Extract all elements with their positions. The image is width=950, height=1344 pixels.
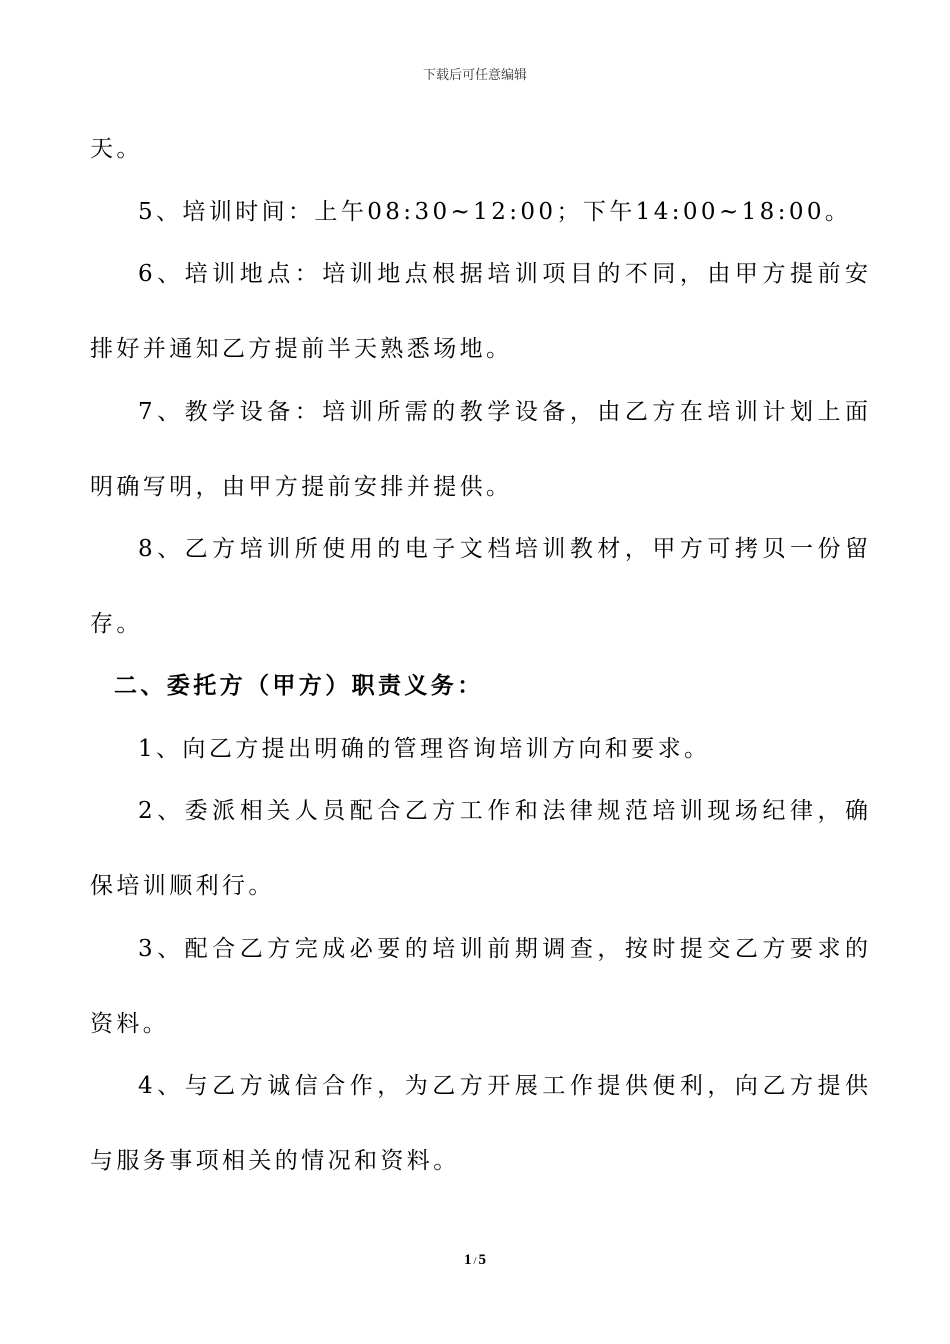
text-line: 排好并通知乙方提前半天熟悉场地。 — [90, 336, 513, 362]
text-line: 6、培训地点：培训地点根据培训项目的不同，由甲方提前安 — [138, 261, 868, 287]
text-line: 资料。 — [90, 1011, 170, 1037]
text-line: 5、培训时间：上午08:30~12:00；下午14:00~18:00。 — [138, 199, 852, 225]
text-line: 存。 — [90, 611, 143, 637]
text-line: 与服务事项相关的情况和资料。 — [90, 1148, 460, 1174]
text-line: 4、与乙方诚信合作，为乙方开展工作提供便利，向乙方提供 — [138, 1073, 868, 1099]
text-line: 2、委派相关人员配合乙方工作和法律规范培训现场纪律，确 — [138, 798, 868, 824]
text-line: 3、配合乙方完成必要的培训前期调查，按时提交乙方要求的 — [138, 936, 868, 962]
text-line: 8、乙方培训所使用的电子文档培训教材，甲方可拷贝一份留 — [138, 536, 868, 562]
text-line: 明确写明，由甲方提前安排并提供。 — [90, 474, 513, 500]
text-line: 天。 — [90, 136, 143, 162]
page-separator: / — [473, 1255, 477, 1267]
text-line: 1、向乙方提出明确的管理咨询培训方向和要求。 — [138, 736, 711, 762]
current-page: 1 — [463, 1252, 472, 1268]
text-line: 7、教学设备：培训所需的教学设备，由乙方在培训计划上面 — [138, 399, 868, 425]
section-heading: 二、委托方（甲方）职责义务： — [114, 672, 484, 699]
page-number — [0, 1252, 950, 1269]
text-line: 保培训顺利行。 — [90, 873, 275, 899]
total-pages: 5 — [478, 1252, 487, 1268]
page-header: 下载后可任意编辑 — [422, 68, 527, 83]
